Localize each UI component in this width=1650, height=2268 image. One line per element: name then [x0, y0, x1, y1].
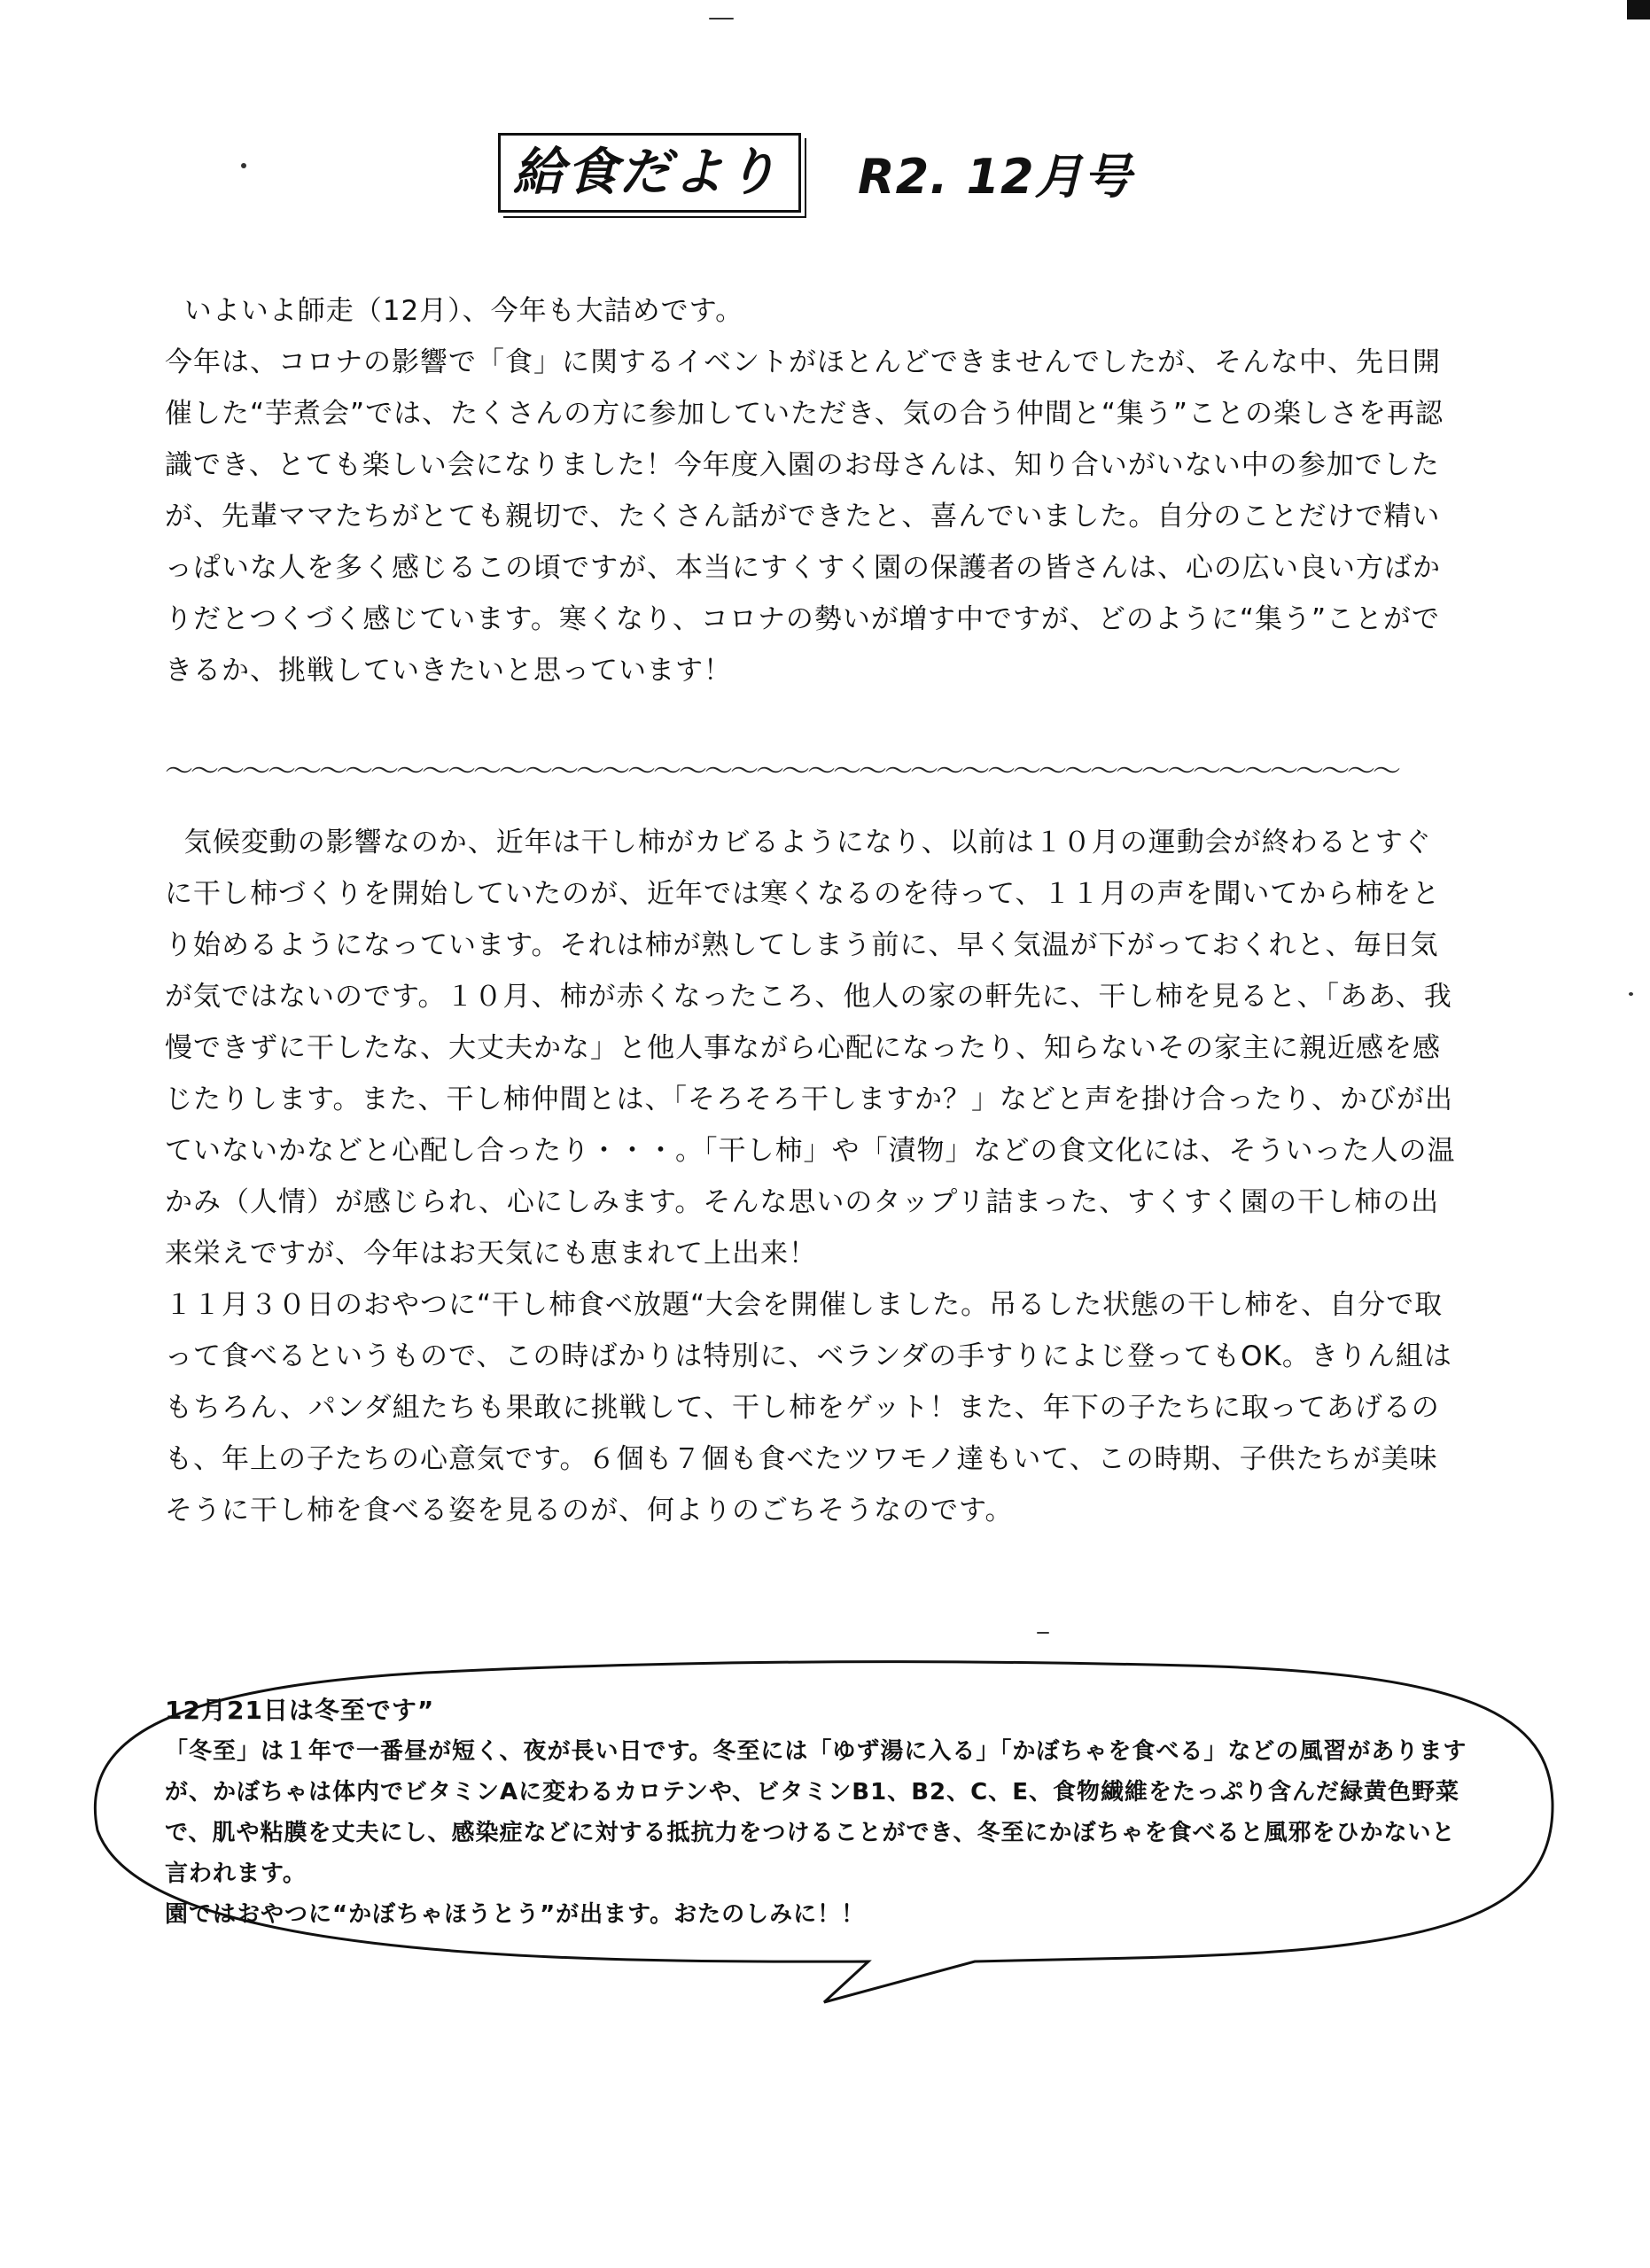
scan-speck — [1037, 1632, 1049, 1634]
bubble-line: 「冬至」は１年で一番昼が短く、夜が長い日です。冬至には「ゆず湯に入る」「かぼちゃを食べる」などの風習がありますが、かぼちゃは体内でビタミンAに変わるカロテンや、ビタミンB1、B2、C、E、食物繊維をたっぷり含んだ緑黄色野菜で、肌や粘膜を丈夫にし、感染症などに対する抵抗力をつけることができ、冬至にかぼちゃを食べると風邪をひかないと言われます。 — [165, 1738, 1467, 1887]
scan-edge-mark — [1627, 0, 1650, 19]
paragraph: いよいよ師走（12月）、今年も大詰めです。 — [165, 295, 744, 327]
persimmon-section — [165, 817, 1459, 1536]
paragraph: 今年は、コロナの影響で「食」に関するイベントがほとんどできませんでしたが、そんな中、先日開催した“芋煮会”では、たくさんの方に参加していただき、気の合う仲間と“集う”ことの楽しさを再認識でき、とても楽しい会になりました！今年度入園のお母さんは、知り合いがいない中の参加でしたが、先輩ママたちがとても親切で、たくさん話ができたと、喜んでいました。自分のことだけで精いっぱいな人を多く感じるこの頃ですが、本当にすくすく園の保護者の皆さんは、心の広い良い方ばかりだとつくづく感じています。寒くなり、コロナの勢いが増す中ですが、どのように“集う”ことができるか、挑戦していきたいと思っています！ — [165, 346, 1444, 687]
bubble-title: 12月21日は冬至です” — [165, 1696, 435, 1725]
paragraph: 気候変動の影響なのか、近年は干し柿がカビるようになり、以前は１０月の運動会が終わるとすぐに干し柿づくりを開始していたのが、近年では寒くなるのを待って、１１月の声を聞いてから柿をとり始めるようになっています。それは柿が熟してしまう前に、早く気温が下がっておくれと、毎日気が気ではないのです。１０月、柿が赤くなったころ、他人の家の軒先に、干し柿を見ると、「ああ、我慢できずに干したな、大丈夫かな」と他人事ながら心配になったり、知らないその家主に親近感を感じたりします。また、干し柿仲間とは、「そろそろ干しますか？」などと声を掛け合ったり、かびが出ていないかなどと心配し合ったり・・・。「干し柿」や「漬物」などの食文化には、そういった人の温かみ（人情）が感じられ、心にしみます。そんな思いのタップリ詰まった、すくすく園の干し柿の出来栄えですが、今年はお天気にも恵まれて上出来！ — [165, 827, 1456, 1270]
wave-divider: ～～～～～～～～～～～～～～～～～～～～～～～～～～～～～～～～～～～～～～～～～～～～～～～～ — [165, 754, 1399, 788]
intro-section — [165, 285, 1459, 696]
speech-bubble-text — [165, 1690, 1476, 1935]
speech-bubble — [89, 1653, 1560, 2008]
bubble-line: 園ではおやつに“かぼちゃほうとう”が出ます。おたのしみに！！ — [165, 1901, 866, 1928]
scan-speck — [241, 163, 246, 168]
scan-speck — [709, 18, 734, 19]
newsletter-title: 給食だより — [498, 133, 801, 213]
issue-label: R2. 12月号 — [858, 148, 1132, 205]
scan-speck — [1629, 992, 1633, 996]
newsletter-header — [498, 133, 1132, 213]
paragraph: １１月３０日のおやつに“干し柿食べ放題“大会を開催しました。吊るした状態の干し柿を、自分で取って食べるというもので、この時ばかりは特別に、ベランダの手すりによじ登ってもOK。きりん組はもちろん、パンダ組たちも果敢に挑戦して、干し柿をゲット！また、年下の子たちに取ってあげるのも、年上の子たちの心意気です。６個も７個も食べたツワモノ達もいて、この時期、子供たちが美味そうに干し柿を食べる姿を見るのが、何よりのごちそうなのです。 — [165, 1289, 1452, 1526]
